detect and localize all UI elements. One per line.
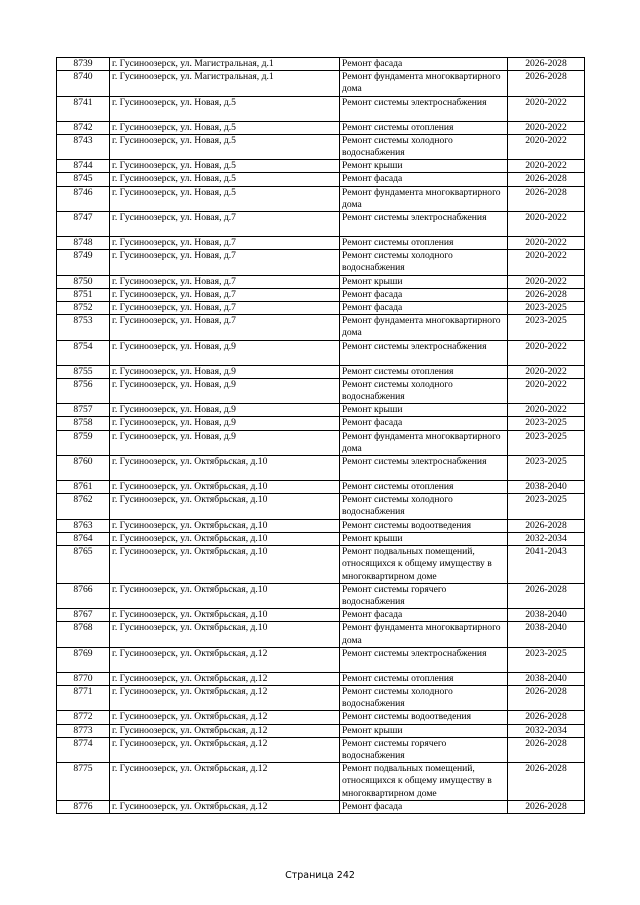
work-type-cell: Ремонт крыши bbox=[340, 160, 508, 173]
address-cell: г. Гусиноозерск, ул. Октябрьская, д.10 bbox=[110, 546, 340, 584]
work-type-cell: Ремонт системы электроснабжения bbox=[340, 96, 508, 121]
address-cell: г. Гусиноозерск, ул. Новая, д.5 bbox=[110, 173, 340, 186]
table-row bbox=[57, 711, 585, 724]
period-cell: 2032-2034 bbox=[508, 532, 585, 545]
row-number: 8765 bbox=[57, 546, 110, 584]
address-cell: г. Гусиноозерск, ул. Новая, д.7 bbox=[110, 315, 340, 340]
work-type-cell: Ремонт фасада bbox=[340, 609, 508, 622]
address-cell: г. Гусиноозерск, ул. Октябрьская, д.10 bbox=[110, 519, 340, 532]
table-row bbox=[57, 186, 585, 211]
work-type-cell: Ремонт фасада bbox=[340, 800, 508, 813]
work-type-cell: Ремонт системы отопления bbox=[340, 481, 508, 494]
table-row bbox=[57, 288, 585, 301]
address-cell: г. Гусиноозерск, ул. Новая, д.9 bbox=[110, 378, 340, 403]
address-cell: г. Гусиноозерск, ул. Октябрьская, д.12 bbox=[110, 711, 340, 724]
table-row bbox=[57, 134, 585, 159]
work-type-cell: Ремонт системы электроснабжения bbox=[340, 647, 508, 672]
table-row bbox=[57, 672, 585, 685]
work-type-cell: Ремонт фундамента многоквартирного дома bbox=[340, 622, 508, 647]
address-cell: г. Гусиноозерск, ул. Октябрьская, д.10 bbox=[110, 494, 340, 519]
period-cell: 2026-2028 bbox=[508, 58, 585, 71]
table-row bbox=[57, 250, 585, 275]
period-cell: 2032-2034 bbox=[508, 724, 585, 737]
address-cell: г. Гусиноозерск, ул. Новая, д.7 bbox=[110, 275, 340, 288]
row-number: 8766 bbox=[57, 583, 110, 608]
period-cell: 2020-2022 bbox=[508, 121, 585, 134]
row-number: 8751 bbox=[57, 288, 110, 301]
work-type-cell: Ремонт крыши bbox=[340, 724, 508, 737]
work-type-cell: Ремонт подвальных помещений, относящихся к общему имуществу в многоквартирном доме bbox=[340, 763, 508, 801]
row-number: 8747 bbox=[57, 212, 110, 237]
period-cell: 2023-2025 bbox=[508, 302, 585, 315]
table-row bbox=[57, 275, 585, 288]
address-cell: г. Гусиноозерск, ул. Магистральная, д.1 bbox=[110, 71, 340, 96]
table-row bbox=[57, 212, 585, 237]
work-type-cell: Ремонт системы электроснабжения bbox=[340, 340, 508, 365]
work-type-cell: Ремонт системы горячего водоснабжения bbox=[340, 737, 508, 762]
period-cell: 2026-2028 bbox=[508, 711, 585, 724]
work-type-cell: Ремонт подвальных помещений, относящихся к общему имуществу в многоквартирном доме bbox=[340, 546, 508, 584]
period-cell: 2020-2022 bbox=[508, 160, 585, 173]
period-cell: 2026-2028 bbox=[508, 71, 585, 96]
work-type-cell: Ремонт системы отопления bbox=[340, 237, 508, 250]
address-cell: г. Гусиноозерск, ул. Магистральная, д.1 bbox=[110, 58, 340, 71]
work-type-cell: Ремонт системы электроснабжения bbox=[340, 456, 508, 481]
table-row bbox=[57, 160, 585, 173]
table-row bbox=[57, 546, 585, 584]
row-number: 8769 bbox=[57, 647, 110, 672]
row-number: 8764 bbox=[57, 532, 110, 545]
period-cell: 2026-2028 bbox=[508, 800, 585, 813]
work-type-cell: Ремонт системы холодного водоснабжения bbox=[340, 134, 508, 159]
row-number: 8774 bbox=[57, 737, 110, 762]
work-type-cell: Ремонт системы электроснабжения bbox=[340, 212, 508, 237]
address-cell: г. Гусиноозерск, ул. Новая, д.7 bbox=[110, 302, 340, 315]
work-type-cell: Ремонт фасада bbox=[340, 58, 508, 71]
table-row bbox=[57, 763, 585, 801]
row-number: 8758 bbox=[57, 417, 110, 430]
address-cell: г. Гусиноозерск, ул. Новая, д.5 bbox=[110, 96, 340, 121]
work-type-cell: Ремонт фасада bbox=[340, 173, 508, 186]
row-number: 8768 bbox=[57, 622, 110, 647]
row-number: 8762 bbox=[57, 494, 110, 519]
row-number: 8752 bbox=[57, 302, 110, 315]
table-row bbox=[57, 737, 585, 762]
address-cell: г. Гусиноозерск, ул. Новая, д.9 bbox=[110, 404, 340, 417]
work-type-cell: Ремонт системы отопления bbox=[340, 365, 508, 378]
work-type-cell: Ремонт фасада bbox=[340, 288, 508, 301]
table-row bbox=[57, 647, 585, 672]
period-cell: 2020-2022 bbox=[508, 404, 585, 417]
row-number: 8748 bbox=[57, 237, 110, 250]
row-number: 8742 bbox=[57, 121, 110, 134]
period-cell: 2026-2028 bbox=[508, 737, 585, 762]
table-row bbox=[57, 237, 585, 250]
work-type-cell: Ремонт фасада bbox=[340, 417, 508, 430]
table-row bbox=[57, 173, 585, 186]
address-cell: г. Гусиноозерск, ул. Октябрьская, д.12 bbox=[110, 685, 340, 710]
address-cell: г. Гусиноозерск, ул. Новая, д.7 bbox=[110, 250, 340, 275]
row-number: 8757 bbox=[57, 404, 110, 417]
period-cell: 2041-2043 bbox=[508, 546, 585, 584]
address-cell: г. Гусиноозерск, ул. Октябрьская, д.12 bbox=[110, 724, 340, 737]
address-cell: г. Гусиноозерск, ул. Октябрьская, д.10 bbox=[110, 622, 340, 647]
work-type-cell: Ремонт системы водоотведения bbox=[340, 519, 508, 532]
address-cell: г. Гусиноозерск, ул. Октябрьская, д.10 bbox=[110, 609, 340, 622]
table-row bbox=[57, 583, 585, 608]
table-row bbox=[57, 121, 585, 134]
row-number: 8770 bbox=[57, 672, 110, 685]
row-number: 8750 bbox=[57, 275, 110, 288]
address-cell: г. Гусиноозерск, ул. Октябрьская, д.10 bbox=[110, 532, 340, 545]
work-type-cell: Ремонт системы водоотведения bbox=[340, 711, 508, 724]
period-cell: 2020-2022 bbox=[508, 212, 585, 237]
table-row bbox=[57, 494, 585, 519]
work-type-cell: Ремонт крыши bbox=[340, 275, 508, 288]
address-cell: г. Гусиноозерск, ул. Новая, д.7 bbox=[110, 288, 340, 301]
table-row bbox=[57, 365, 585, 378]
row-number: 8763 bbox=[57, 519, 110, 532]
page-number: Страница 242 bbox=[285, 870, 355, 881]
row-number: 8739 bbox=[57, 58, 110, 71]
period-cell: 2020-2022 bbox=[508, 96, 585, 121]
row-number: 8776 bbox=[57, 800, 110, 813]
period-cell: 2023-2025 bbox=[508, 315, 585, 340]
period-cell: 2023-2025 bbox=[508, 417, 585, 430]
table-body bbox=[57, 58, 585, 814]
address-cell: г. Гусиноозерск, ул. Новая, д.5 bbox=[110, 186, 340, 211]
table-row bbox=[57, 417, 585, 430]
row-number: 8745 bbox=[57, 173, 110, 186]
work-type-cell: Ремонт фундамента многоквартирного дома bbox=[340, 315, 508, 340]
table-row bbox=[57, 456, 585, 481]
row-number: 8754 bbox=[57, 340, 110, 365]
address-cell: г. Гусиноозерск, ул. Новая, д.9 bbox=[110, 417, 340, 430]
address-cell: г. Гусиноозерск, ул. Октябрьская, д.12 bbox=[110, 763, 340, 801]
period-cell: 2026-2028 bbox=[508, 288, 585, 301]
period-cell: 2038-2040 bbox=[508, 622, 585, 647]
address-cell: г. Гусиноозерск, ул. Октябрьская, д.10 bbox=[110, 481, 340, 494]
address-cell: г. Гусиноозерск, ул. Октябрьская, д.10 bbox=[110, 583, 340, 608]
period-cell: 2026-2028 bbox=[508, 519, 585, 532]
period-cell: 2020-2022 bbox=[508, 250, 585, 275]
table-row bbox=[57, 724, 585, 737]
work-type-cell: Ремонт крыши bbox=[340, 532, 508, 545]
table-row bbox=[57, 430, 585, 455]
work-type-cell: Ремонт фундамента многоквартирного дома bbox=[340, 430, 508, 455]
row-number: 8743 bbox=[57, 134, 110, 159]
row-number: 8761 bbox=[57, 481, 110, 494]
table-row bbox=[57, 96, 585, 121]
table-row bbox=[57, 378, 585, 403]
address-cell: г. Гусиноозерск, ул. Новая, д.5 bbox=[110, 134, 340, 159]
row-number: 8775 bbox=[57, 763, 110, 801]
address-cell: г. Гусиноозерск, ул. Новая, д.9 bbox=[110, 430, 340, 455]
row-number: 8741 bbox=[57, 96, 110, 121]
period-cell: 2023-2025 bbox=[508, 456, 585, 481]
table-row bbox=[57, 302, 585, 315]
address-cell: г. Гусиноозерск, ул. Новая, д.5 bbox=[110, 160, 340, 173]
work-type-cell: Ремонт системы холодного водоснабжения bbox=[340, 685, 508, 710]
row-number: 8773 bbox=[57, 724, 110, 737]
work-type-cell: Ремонт системы отопления bbox=[340, 121, 508, 134]
period-cell: 2020-2022 bbox=[508, 275, 585, 288]
table-row bbox=[57, 71, 585, 96]
period-cell: 2026-2028 bbox=[508, 186, 585, 211]
work-type-cell: Ремонт системы холодного водоснабжения bbox=[340, 494, 508, 519]
period-cell: 2020-2022 bbox=[508, 365, 585, 378]
row-number: 8755 bbox=[57, 365, 110, 378]
address-cell: г. Гусиноозерск, ул. Новая, д.7 bbox=[110, 212, 340, 237]
work-type-cell: Ремонт фундамента многоквартирного дома bbox=[340, 186, 508, 211]
row-number: 8744 bbox=[57, 160, 110, 173]
work-type-cell: Ремонт фасада bbox=[340, 302, 508, 315]
period-cell: 2020-2022 bbox=[508, 340, 585, 365]
row-number: 8760 bbox=[57, 456, 110, 481]
work-type-cell: Ремонт системы горячего водоснабжения bbox=[340, 583, 508, 608]
row-number: 8753 bbox=[57, 315, 110, 340]
period-cell: 2038-2040 bbox=[508, 481, 585, 494]
address-cell: г. Гусиноозерск, ул. Новая, д.5 bbox=[110, 121, 340, 134]
period-cell: 2020-2022 bbox=[508, 378, 585, 403]
address-cell: г. Гусиноозерск, ул. Новая, д.9 bbox=[110, 340, 340, 365]
period-cell: 2020-2022 bbox=[508, 237, 585, 250]
work-type-cell: Ремонт системы холодного водоснабжения bbox=[340, 250, 508, 275]
row-number: 8771 bbox=[57, 685, 110, 710]
address-cell: г. Гусиноозерск, ул. Октябрьская, д.12 bbox=[110, 647, 340, 672]
row-number: 8749 bbox=[57, 250, 110, 275]
table-row bbox=[57, 315, 585, 340]
address-cell: г. Гусиноозерск, ул. Новая, д.9 bbox=[110, 365, 340, 378]
table-row bbox=[57, 519, 585, 532]
address-cell: г. Гусиноозерск, ул. Новая, д.7 bbox=[110, 237, 340, 250]
row-number: 8740 bbox=[57, 71, 110, 96]
period-cell: 2026-2028 bbox=[508, 685, 585, 710]
table-row bbox=[57, 532, 585, 545]
work-type-cell: Ремонт системы отопления bbox=[340, 672, 508, 685]
work-type-cell: Ремонт фундамента многоквартирного дома bbox=[340, 71, 508, 96]
address-cell: г. Гусиноозерск, ул. Октябрьская, д.10 bbox=[110, 456, 340, 481]
work-type-cell: Ремонт системы холодного водоснабжения bbox=[340, 378, 508, 403]
row-number: 8746 bbox=[57, 186, 110, 211]
row-number: 8756 bbox=[57, 378, 110, 403]
table-row bbox=[57, 800, 585, 813]
address-cell: г. Гусиноозерск, ул. Октябрьская, д.12 bbox=[110, 800, 340, 813]
table-row bbox=[57, 404, 585, 417]
period-cell: 2038-2040 bbox=[508, 609, 585, 622]
period-cell: 2026-2028 bbox=[508, 583, 585, 608]
period-cell: 2038-2040 bbox=[508, 672, 585, 685]
period-cell: 2023-2025 bbox=[508, 647, 585, 672]
row-number: 8767 bbox=[57, 609, 110, 622]
address-cell: г. Гусиноозерск, ул. Октябрьская, д.12 bbox=[110, 737, 340, 762]
table-row bbox=[57, 481, 585, 494]
table-row bbox=[57, 58, 585, 71]
row-number: 8772 bbox=[57, 711, 110, 724]
period-cell: 2026-2028 bbox=[508, 763, 585, 801]
row-number: 8759 bbox=[57, 430, 110, 455]
repair-schedule-table bbox=[56, 57, 585, 814]
period-cell: 2023-2025 bbox=[508, 430, 585, 455]
period-cell: 2026-2028 bbox=[508, 173, 585, 186]
table-row bbox=[57, 340, 585, 365]
period-cell: 2020-2022 bbox=[508, 134, 585, 159]
period-cell: 2023-2025 bbox=[508, 494, 585, 519]
table-row bbox=[57, 609, 585, 622]
table-row bbox=[57, 685, 585, 710]
table-row bbox=[57, 622, 585, 647]
work-type-cell: Ремонт крыши bbox=[340, 404, 508, 417]
address-cell: г. Гусиноозерск, ул. Октябрьская, д.12 bbox=[110, 672, 340, 685]
